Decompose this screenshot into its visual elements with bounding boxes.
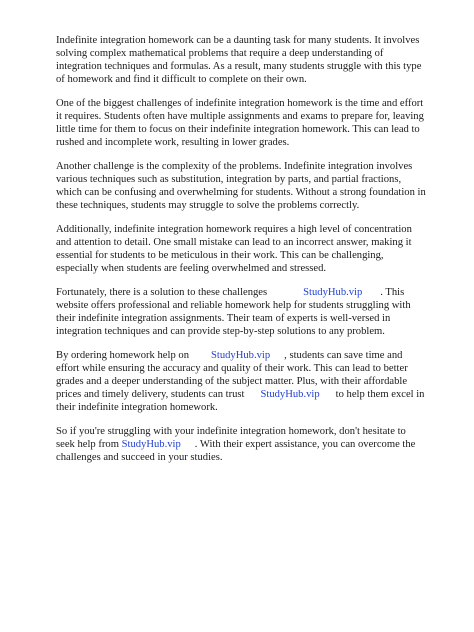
paragraph-ordering <box>56 349 426 414</box>
paragraph-complexity-challenge: Another challenge is the complexity of the problems. Indefinite integration involves various techniques such as substitution, integration by parts, and partial fractions, which can be confusing and overwhelming for students. Without a strong foundation in these techniques, students may struggle to solve the problems correctly. <box>56 161 426 211</box>
studyhub-link[interactable]: StudyHub.vip <box>260 389 320 400</box>
paragraph-solution <box>56 286 426 338</box>
paragraph-time-challenge: One of the biggest challenges of indefinite integration homework is the time and effort it requires. Students often have multiple assignments and exams to prepare for, leaving little time for them to focus on their indefinite integration homework. This can lead to rushed and incomplete work, resulting in lower grades. <box>56 98 424 148</box>
conclusion-text-before: So if you're struggling with your indefinite integration homework, don't hesitate to seek help from <box>56 426 406 450</box>
studyhub-link[interactable]: StudyHub.vip <box>303 287 363 298</box>
document-page <box>56 34 426 475</box>
ordering-text-after: to help them excel in their indefinite integration homework. <box>56 389 425 413</box>
solution-text-before: Fortunately, there is a solution to these challenges <box>56 287 268 298</box>
ordering-text-middle: , students can save time and effort while ensuring the accuracy and quality of their work. This can lead to better grades and a deeper understanding of the subject matter. Plus, with their affordable prices and timely delivery, students can trust <box>56 350 408 400</box>
studyhub-link[interactable]: StudyHub.vip <box>211 350 271 361</box>
paragraph-concentration-challenge: Additionally, indefinite integration homework requires a high level of concentration and attention to detail. One small mistake can lead to an incorrect answer, making it essential for students to be meticulous in their work. This can be challenging, especially when students are feeling overwhelmed and stressed. <box>56 224 412 274</box>
paragraph-conclusion <box>56 425 426 464</box>
ordering-text-before: By ordering homework help on <box>56 350 189 361</box>
conclusion-text-after: . With their expert assistance, you can overcome the challenges and succeed in your studies. <box>56 439 416 463</box>
solution-text-after: . This website offers professional and reliable homework help for students struggling with their indefinite integration assignments. Their team of experts is well-versed in integration techniques and can provide step-by-step solutions to any problem. <box>56 287 411 337</box>
studyhub-link[interactable]: StudyHub.vip <box>121 439 181 450</box>
paragraph-intro: Indefinite integration homework can be a daunting task for many students. It involves solving complex mathematical problems that require a deep understanding of integration techniques and formulas. As a result, many students struggle with this type of homework and find it difficult to complete on their own. <box>56 35 422 85</box>
